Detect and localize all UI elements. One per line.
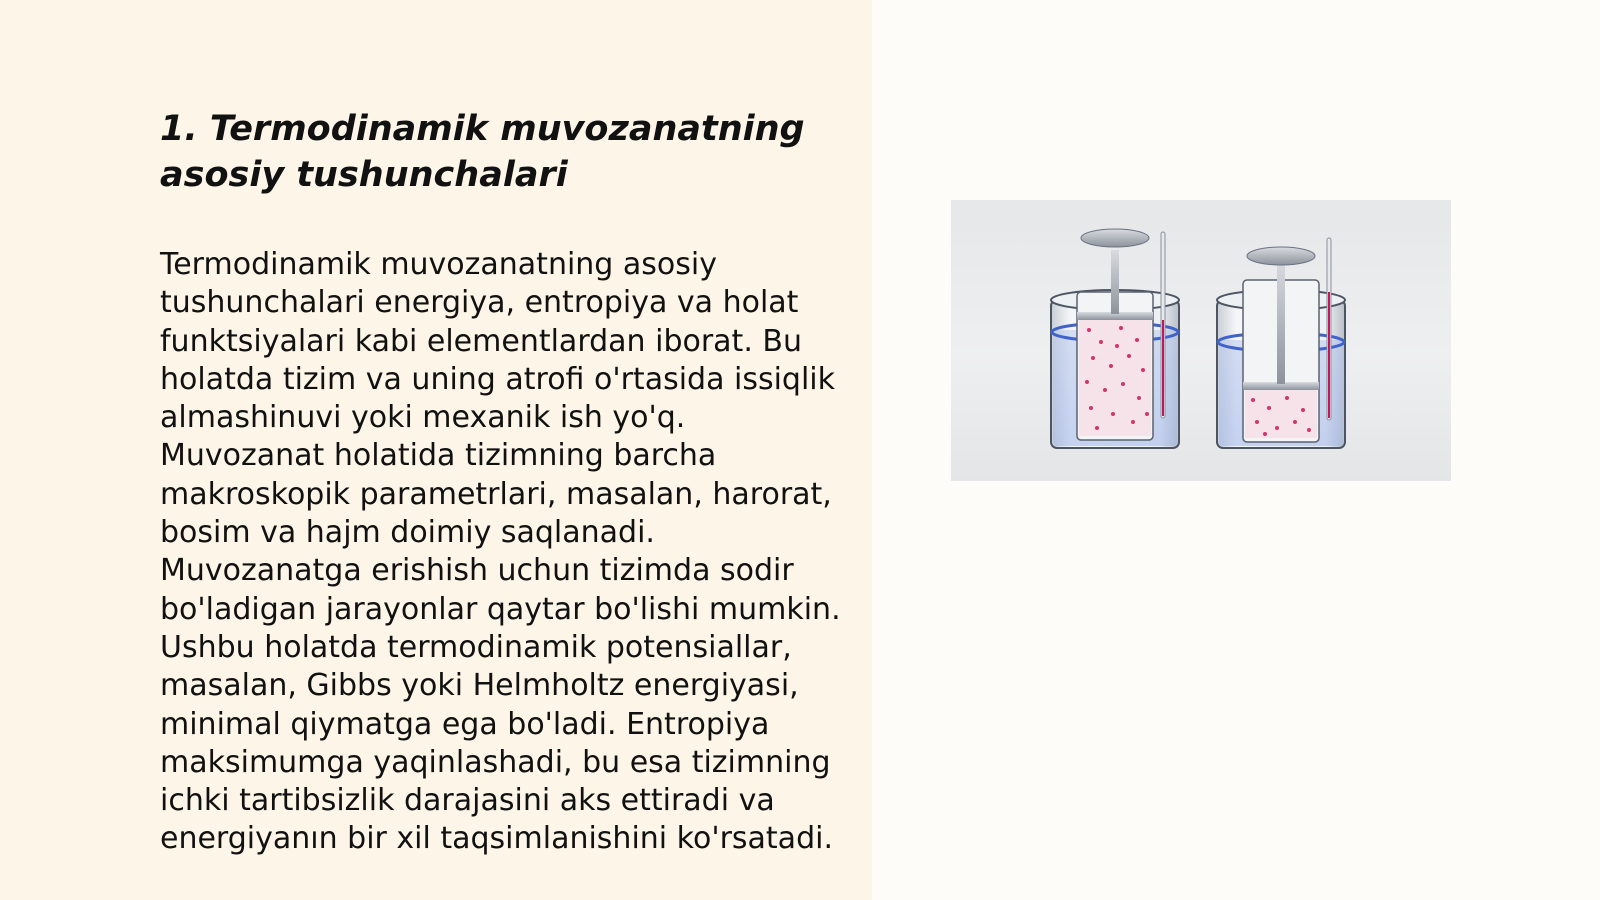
slide-body-text: Termodinamik muvozanatning asosiy tushunchalari energiya, entropiya va holat funktsiyalari kabi elementlardan iborat. Bu holatda tizim va uning atrofi o'rtasida issiqlik almashinuvi yoki mexanik ish yo'q. Muvozanat holatida tizimning barcha makroskopik parametrlari, masalan, harorat, bosim va hajm doimiy saqlanadi. Muvozanatga erishish uchun tizimda sodir bo'ladigan jarayonlar qaytar bo'lishi mumkin. Ushbu holatda termodinamik potensiallar, masalan, Gibbs yoki Helmholtz energiyasi, minimal qiymatga ega bo'ladi. Entropiya maksimumga yaqinlashadi, bu esa tizimning ichki tartibsizlik darajasini aks ettiradi va energiyanın bir xil taqsimlanishini ko'rsatadi. [160, 247, 841, 857]
slide-title: 1. Termodinamik muvozanatning asosiy tushunchalari [160, 109, 805, 195]
piston-cylinders-illustration [951, 200, 1451, 481]
right-cylinder [1217, 238, 1345, 448]
piston-cylinders-icon [951, 200, 1451, 481]
left-cylinder [1051, 229, 1179, 448]
